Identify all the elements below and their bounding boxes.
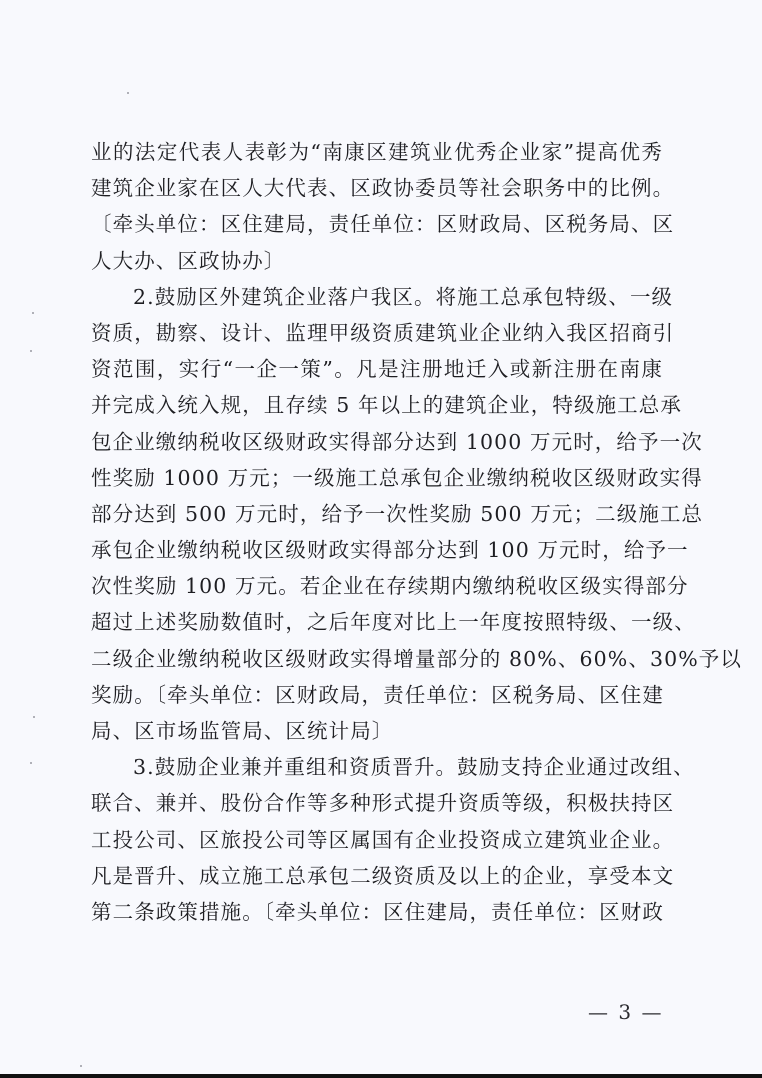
text-line: 工投公司、区旅投公司等区属国有企业投资成立建筑业企业。 bbox=[91, 827, 675, 852]
section-heading-line: 3.鼓励企业兼并重组和资质晋升。鼓励支持企业通过改组、 bbox=[133, 755, 695, 780]
text-line: 包企业缴纳税收区级财政实得部分达到 1000 万元时，给予一次 bbox=[91, 429, 703, 454]
text-line: 局、区市场监管局、区统计局〕 bbox=[91, 719, 394, 743]
text-line: 业的法定代表人表彰为“南康区建筑业优秀企业家”提高优秀 bbox=[91, 140, 663, 164]
text-line: 第二条政策措施。〔牵头单位：区住建局，责任单位：区财政 bbox=[91, 899, 664, 924]
text-line: 次性奖励 100 万元。若企业在存续期内缴纳税收区级实得部分 bbox=[91, 574, 689, 599]
text-line: 资质，勘察、设计、监理甲级资质建筑业企业纳入我区招商引 bbox=[91, 320, 675, 345]
scan-speck bbox=[30, 762, 32, 764]
text-line: 建筑企业家在区人大代表、区政协委员等社会职务中的比例。 bbox=[91, 176, 675, 201]
text-line: 性奖励 1000 万元；一级施工总承包企业缴纳税收区级财政实得 bbox=[91, 465, 703, 490]
text-line: 二级企业缴纳税收区级财政实得增量部分的 80%、60%、30%予以 bbox=[91, 646, 743, 671]
text-line: 承包企业缴纳税收区级财政实得部分达到 100 万元时，给予一 bbox=[91, 538, 689, 563]
scan-speck bbox=[32, 312, 34, 314]
text-line: 〔牵头单位：区住建局，责任单位：区财政局、区税务局、区 bbox=[91, 212, 675, 237]
page-number: — 3 — bbox=[588, 1000, 664, 1024]
scan-bottom-edge bbox=[0, 1074, 762, 1078]
text-line: 资范围，实行“一企一策”。凡是注册地迁入或新注册在南康 bbox=[91, 357, 663, 382]
text-line: 凡是晋升、成立施工总承包二级资质及以上的企业，享受本文 bbox=[91, 863, 675, 888]
text-line: 部分达到 500 万元时，给予一次性奖励 500 万元；二级施工总 bbox=[91, 501, 704, 526]
scan-speck bbox=[30, 350, 32, 352]
document-body bbox=[91, 134, 743, 930]
text-line: 人大办、区政协办〕 bbox=[91, 248, 286, 273]
text-line: 联合、兼并、股份合作等多种形式提升资质等级，积极扶持区 bbox=[91, 791, 675, 816]
section-heading-line: 2.鼓励区外建筑企业落户我区。将施工总承包特级、一级 bbox=[133, 284, 674, 309]
scan-speck bbox=[127, 92, 129, 94]
scan-speck bbox=[33, 716, 35, 718]
text-line: 超过上述奖励数值时，之后年度对比上一年度按照特级、一级、 bbox=[91, 610, 696, 635]
scan-speck bbox=[80, 1065, 82, 1067]
text-line: 奖励。〔牵头单位：区财政局，责任单位：区税务局、区住建 bbox=[91, 682, 664, 707]
text-line: 并完成入统入规，且存续 5 年以上的建筑企业，特级施工总承 bbox=[91, 393, 682, 418]
